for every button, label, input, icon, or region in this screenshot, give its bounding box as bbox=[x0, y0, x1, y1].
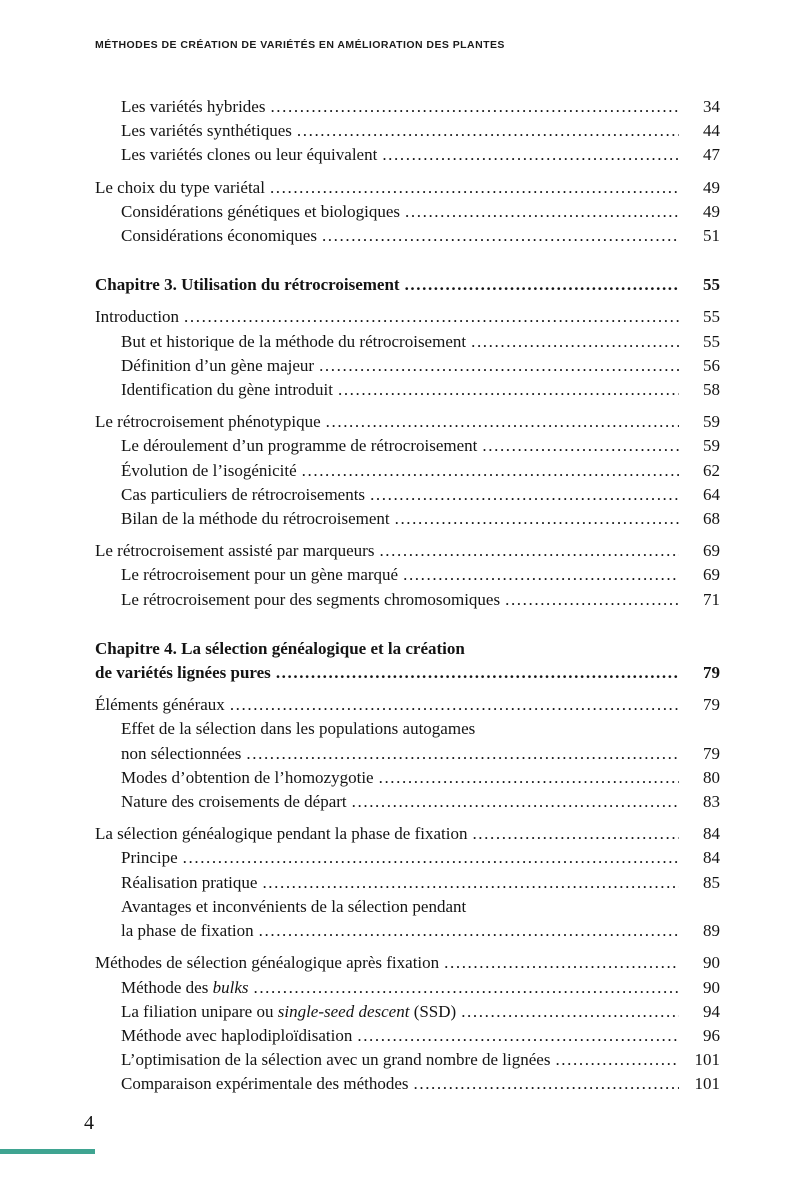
toc-entry bbox=[95, 224, 720, 248]
toc-entry-label: Effet de la sélection dans les populations autogames bbox=[121, 719, 476, 739]
toc-entry-page: 79 bbox=[703, 743, 720, 763]
toc-entry-page: 44 bbox=[703, 121, 720, 141]
toc-entry-page: 34 bbox=[703, 97, 720, 116]
toc-entry-label: non sélectionnées bbox=[121, 743, 242, 763]
toc-entry-page: 59 bbox=[703, 412, 720, 432]
toc-entry-label: Cas particuliers de rétrocroisements bbox=[121, 484, 366, 504]
dot-leader bbox=[253, 976, 679, 1000]
toc-entry-page: 79 bbox=[703, 663, 720, 683]
toc-entry bbox=[95, 919, 720, 943]
dot-leader bbox=[184, 305, 679, 329]
dot-leader bbox=[461, 1000, 679, 1024]
toc-entry-page: 96 bbox=[703, 1025, 720, 1045]
toc-entry bbox=[95, 742, 720, 766]
toc-entry-label: Chapitre 4. La sélection généalogique et la création bbox=[95, 638, 465, 658]
toc-entry bbox=[95, 871, 720, 895]
dot-leader bbox=[414, 1072, 680, 1096]
toc-entry-label: Le déroulement d’un programme de rétrocroisement bbox=[121, 436, 478, 456]
toc-entry-page: 94 bbox=[703, 1001, 720, 1021]
dot-leader bbox=[352, 790, 679, 814]
toc-entry-label: L’optimisation de la sélection avec un grand nombre de lignées bbox=[121, 1050, 551, 1070]
page-footer bbox=[0, 1110, 800, 1170]
toc-entry-page: 89 bbox=[703, 921, 720, 941]
dot-leader bbox=[482, 434, 679, 458]
dot-leader bbox=[555, 1048, 679, 1072]
toc-entry bbox=[95, 1072, 720, 1096]
toc-entry-label: Le rétrocroisement phénotypique bbox=[95, 412, 321, 432]
toc-entry-label: Les variétés synthétiques bbox=[121, 121, 292, 141]
toc-entry-page: 71 bbox=[703, 589, 720, 609]
toc-entry-page: 80 bbox=[703, 767, 720, 787]
toc-entry-page: 58 bbox=[703, 380, 720, 400]
toc-entry bbox=[95, 539, 720, 563]
toc-entry-page: 56 bbox=[703, 355, 720, 375]
toc-entry-page: 85 bbox=[703, 872, 720, 892]
toc-entry-label: Principe bbox=[121, 848, 178, 868]
toc-entry bbox=[95, 200, 720, 224]
toc-entry-label: de variétés lignées pures bbox=[95, 663, 271, 683]
running-header: MÉTHODES DE CRÉATION DE VARIÉTÉS EN AMÉLIORATION DES PLANTES bbox=[95, 39, 505, 51]
toc-entry bbox=[95, 822, 720, 846]
dot-leader bbox=[276, 661, 679, 685]
toc-entry-label: Le choix du type variétal bbox=[95, 177, 265, 197]
toc-entry-label: Comparaison expérimentale des méthodes bbox=[121, 1074, 409, 1094]
dot-leader bbox=[379, 539, 679, 563]
toc-entry-page: 49 bbox=[703, 201, 720, 221]
toc-entry bbox=[95, 895, 720, 919]
toc-entry-page: 69 bbox=[703, 565, 720, 585]
toc-entry bbox=[95, 176, 720, 200]
dot-leader bbox=[322, 224, 679, 248]
toc-entry-label: Les variétés clones ou leur équivalent bbox=[121, 145, 378, 165]
toc-entry bbox=[95, 410, 720, 434]
toc-entry bbox=[95, 143, 720, 167]
toc-entry-label: Éléments généraux bbox=[95, 695, 225, 715]
toc-entry-page: 90 bbox=[703, 977, 720, 997]
toc-entry-page: 68 bbox=[703, 509, 720, 529]
toc-entry bbox=[95, 1000, 720, 1024]
toc-entry bbox=[95, 273, 720, 297]
toc-entry bbox=[95, 95, 720, 119]
toc-entry bbox=[95, 507, 720, 531]
toc-entry-label: Considérations économiques bbox=[121, 226, 317, 246]
toc-list bbox=[95, 95, 720, 1097]
toc-entry-page: 49 bbox=[703, 177, 720, 197]
toc-entry-label: Le rétrocroisement pour des segments chromosomiques bbox=[121, 589, 501, 609]
toc-entry-label: Méthodes de sélection généalogique après fixation bbox=[95, 953, 440, 973]
toc-entry bbox=[95, 766, 720, 790]
toc-entry bbox=[95, 717, 720, 741]
toc-entry bbox=[95, 637, 720, 661]
dot-leader bbox=[270, 95, 679, 119]
dot-leader bbox=[259, 919, 679, 943]
toc-entry bbox=[95, 378, 720, 402]
toc-entry bbox=[95, 1024, 720, 1048]
toc-entry-label: Considérations génétiques et biologiques bbox=[121, 201, 401, 221]
toc-entry-label: Chapitre 3. Utilisation du rétrocroisement bbox=[95, 275, 400, 295]
dot-leader bbox=[319, 354, 679, 378]
toc-entry-page: 55 bbox=[703, 307, 720, 327]
toc-entry-label: Nature des croisements de départ bbox=[121, 792, 347, 812]
toc-entry-label: But et historique de la méthode du rétrocroisement bbox=[121, 331, 467, 351]
dot-leader bbox=[326, 410, 679, 434]
toc-entry-page: 55 bbox=[703, 275, 720, 295]
dot-leader bbox=[444, 951, 679, 975]
dot-leader bbox=[471, 330, 679, 354]
toc-entry-label: Identification du gène introduit bbox=[121, 380, 333, 400]
toc-entry bbox=[95, 846, 720, 870]
toc-entry bbox=[95, 563, 720, 587]
toc-entry bbox=[95, 588, 720, 612]
toc-entry-page: 55 bbox=[703, 331, 720, 351]
toc-entry-page: 84 bbox=[703, 848, 720, 868]
toc-entry-page: 47 bbox=[703, 145, 720, 165]
toc-entry-label: Introduction bbox=[95, 307, 180, 327]
toc-entry-label: Définition d’un gène majeur bbox=[121, 355, 315, 375]
dot-leader bbox=[370, 483, 679, 507]
toc-entry bbox=[95, 790, 720, 814]
dot-leader bbox=[379, 766, 679, 790]
toc-entry bbox=[95, 483, 720, 507]
toc-entry-label: Le rétrocroisement assisté par marqueurs bbox=[95, 541, 375, 561]
toc-entry bbox=[95, 661, 720, 685]
toc-entry-label: Évolution de l’isogénicité bbox=[121, 460, 297, 480]
toc-entry-label: Méthode avec haplodiploïdisation bbox=[121, 1025, 353, 1045]
dot-leader bbox=[302, 459, 679, 483]
dot-leader bbox=[262, 871, 679, 895]
dot-leader bbox=[505, 588, 679, 612]
toc-entry-page: 83 bbox=[703, 792, 720, 812]
dot-leader bbox=[338, 378, 679, 402]
toc-entry bbox=[95, 354, 720, 378]
dot-leader bbox=[405, 200, 679, 224]
footer-rule bbox=[0, 1149, 95, 1154]
dot-leader bbox=[297, 119, 679, 143]
toc-entry-page: 69 bbox=[703, 541, 720, 561]
toc-entry bbox=[95, 459, 720, 483]
toc-entry-label: Bilan de la méthode du rétrocroisement bbox=[121, 509, 390, 529]
toc-entry-label: La filiation unipare ou single-seed descent (SSD) bbox=[121, 1001, 457, 1021]
dot-leader bbox=[246, 742, 679, 766]
dot-leader bbox=[230, 693, 679, 717]
toc-entry-label: La sélection généalogique pendant la phase de fixation bbox=[95, 824, 468, 844]
dot-leader bbox=[405, 273, 679, 297]
toc-entry-page: 59 bbox=[703, 436, 720, 456]
toc-entry-label: Réalisation pratique bbox=[121, 872, 258, 892]
toc-entry-label: Avantages et inconvénients de la sélection pendant bbox=[121, 896, 467, 916]
toc-entry-page: 51 bbox=[703, 226, 720, 246]
toc-entry-page: 62 bbox=[703, 460, 720, 480]
toc-entry-page: 64 bbox=[703, 484, 720, 504]
toc-entry bbox=[95, 1048, 720, 1072]
dot-leader bbox=[183, 846, 679, 870]
dot-leader bbox=[357, 1024, 679, 1048]
toc-entry bbox=[95, 330, 720, 354]
page-number: 4 bbox=[84, 1112, 94, 1134]
toc-entry-label: la phase de fixation bbox=[121, 921, 254, 941]
dot-leader bbox=[403, 563, 679, 587]
toc-entry-label: Les variétés hybrides bbox=[121, 97, 266, 116]
dot-leader bbox=[382, 143, 679, 167]
toc-entry-label: Modes d’obtention de l’homozygotie bbox=[121, 767, 374, 787]
toc-entry-page: 84 bbox=[703, 824, 720, 844]
dot-leader bbox=[395, 507, 679, 531]
toc-entry-page: 101 bbox=[694, 1074, 720, 1094]
dot-leader bbox=[472, 822, 679, 846]
toc-entry-page: 90 bbox=[703, 953, 720, 973]
toc-entry-page: 79 bbox=[703, 695, 720, 715]
toc-entry bbox=[95, 951, 720, 975]
toc-entry-label: Le rétrocroisement pour un gène marqué bbox=[121, 565, 399, 585]
toc-entry-page: 101 bbox=[694, 1050, 720, 1070]
toc-entry bbox=[95, 305, 720, 329]
toc-entry-label: Méthode des bulks bbox=[121, 977, 249, 997]
dot-leader bbox=[270, 176, 679, 200]
toc-entry bbox=[95, 976, 720, 1000]
toc-entry bbox=[95, 434, 720, 458]
toc-entry bbox=[95, 693, 720, 717]
toc-entry bbox=[95, 119, 720, 143]
